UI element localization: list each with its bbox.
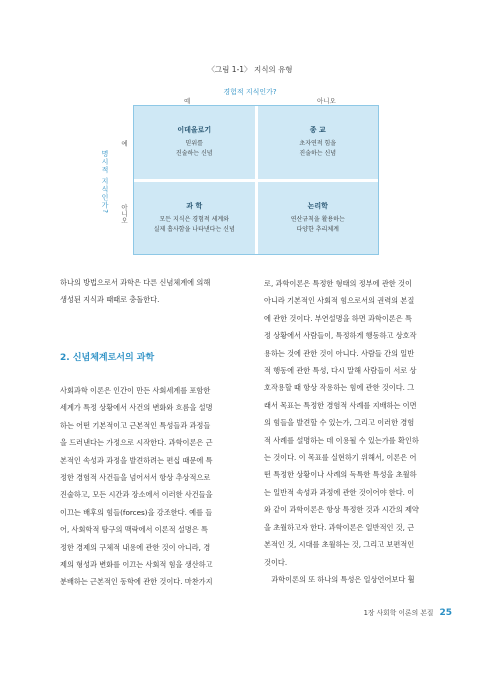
text-line: 래서 목표는 특정한 경험적 사례를 지배하는 이면 <box>264 400 417 410</box>
text-line: 적 사례를 설명하는 데 이용될 수 있는가를 확인하 <box>264 435 419 445</box>
text-line: 로, 과학이론은 특정한 형태의 정부에 관한 것이 <box>264 279 412 288</box>
text-line: 과학이론의 또 하나의 특성은 일상언어보다 훨 <box>264 574 415 584</box>
text-line: 정 상황에서 사람들이, 특정하게 행동하고 상호작 <box>264 331 417 341</box>
chapter-title: 1장 사회학 이론의 본질 <box>363 609 434 617</box>
text-line: 본적인 것, 시대를 초월하는 것, 그리고 보편적인 <box>264 540 415 550</box>
text-line: 제의 형성과 변화를 이끄는 사회적 힘을 생산하고 <box>60 560 213 570</box>
text-line: 하는 어떤 기본적이고 근본적인 특성들과 과정들 <box>60 420 211 430</box>
figure-row-yes: 예 <box>120 140 128 147</box>
text-line: 진술하고, 모든 시간과 장소에서 이러한 사건들을 <box>60 490 213 500</box>
figure-column-no: 아니오 <box>317 97 336 105</box>
knowledge-type-grid <box>133 105 379 255</box>
cell-desc-line: 다양한 추리체계 <box>296 225 339 233</box>
right-column-text <box>264 275 472 588</box>
text-line: 것이다. <box>264 557 288 567</box>
cell-desc-line: 믿위를 <box>185 140 203 148</box>
cell-title: 종 교 <box>309 126 326 135</box>
text-line: 적 행동에 관한 특성, 다시 말해 사람들이 서로 상 <box>264 366 417 376</box>
text-line: 생성된 지식과 때때로 충돌한다. <box>60 295 160 305</box>
text-line: 와 같이 과학이론은 항상 특정한 것과 시간의 제약 <box>264 505 419 515</box>
text-line: 분배하는 근본적인 동학에 관한 것이다. 마찬가지 <box>60 577 213 587</box>
cell-desc-line: 진술하는 신념 <box>299 150 337 158</box>
cell-title: 과 학 <box>186 201 203 210</box>
text-line: 본적인 속성과 과정을 발견하려는 편십 때문에 특 <box>60 455 213 465</box>
figure-title: 〈그림 1-1〉 지식의 유형 <box>207 65 293 74</box>
cell-title: 이데올로기 <box>177 126 212 135</box>
text-line: 는 일반적 속성과 과정에 관한 것이어야 한다. 이 <box>264 487 415 497</box>
cell-title: 논리학 <box>307 201 328 210</box>
left-column-body-text <box>60 382 268 591</box>
cell-desc-line: 초자연적 힘을 <box>299 140 337 148</box>
figure-row-no: 아니오 <box>120 204 128 224</box>
page-footer <box>364 607 452 618</box>
cell-science <box>134 182 255 255</box>
text-line: 사회과학 이론은 인간이 만든 사회세계를 포함한 <box>60 386 211 395</box>
cell-desc-line: 모든 지식은 경험적 세계와 <box>159 215 229 223</box>
text-line: 하나의 방법으로서 과학은 다른 신념체계에 의해 <box>60 278 211 287</box>
text-line: 을 초월하고자 한다. 과학이론은 일반적인 것, 근 <box>264 522 415 532</box>
cell-logic <box>258 182 379 255</box>
text-line: 정한 경제의 구체적 내용에 관한 것이 아니라, 경 <box>60 542 211 552</box>
text-line: 에 관한 것이다. 부연설명을 하면 과학이론은 특 <box>264 313 412 323</box>
text-line: 세계가 특정 상황에서 사건의 변화와 흐름을 설명 <box>60 403 213 413</box>
left-column-top-text <box>60 274 268 309</box>
figure-top-axis-label: 경험적 지식인가? <box>223 88 277 96</box>
text-line: 정한 경험적 사건들을 넘어서서 항상 추상적으로 <box>60 473 211 483</box>
text-line: 아니라 기본적인 사회적 힘으로서의 권력의 본질 <box>264 296 415 306</box>
page-number: 25 <box>439 608 452 618</box>
figure-column-yes: 예 <box>184 97 191 105</box>
text-line: 의 힘들을 발견할 수 있는가, 그리고 이러한 경험 <box>264 418 415 428</box>
cell-desc-line: 연산규칙을 활용하는 <box>290 215 345 223</box>
cell-ideology <box>134 106 255 179</box>
figure-side-axis-label: 명시적 지식인가? <box>101 150 109 214</box>
text-line: 이끄는 배후의 힘들(forces)을 강조한다. 예를 들 <box>60 507 213 517</box>
section-heading: 2. 신념체계로서의 과학 <box>60 353 155 363</box>
text-line: 용하는 것에 관한 것이 아니다. 사람들 간의 일반 <box>264 348 415 358</box>
text-line: 어, 사회학적 탐구의 맥락에서 이론적 설명은 특 <box>60 525 208 535</box>
cell-religion <box>258 106 379 179</box>
text-line: 호작용할 때 항상 작용하는 힘에 관한 것이다. 그 <box>264 383 415 393</box>
cell-desc-line: 실제 흡사함을 나타낸다는 신념 <box>153 225 235 233</box>
cell-desc-line: 진술하는 신념 <box>175 150 213 158</box>
text-line: 을 드러낸다는 가정으로 시작한다. 과학이론은 근 <box>60 438 213 448</box>
text-line: 는 것이다. 이 목표를 실현하기 위해서, 이론은 어 <box>264 453 417 463</box>
text-line: 떤 특정한 상황이나 사례의 독특한 특성을 초월하 <box>264 470 417 480</box>
